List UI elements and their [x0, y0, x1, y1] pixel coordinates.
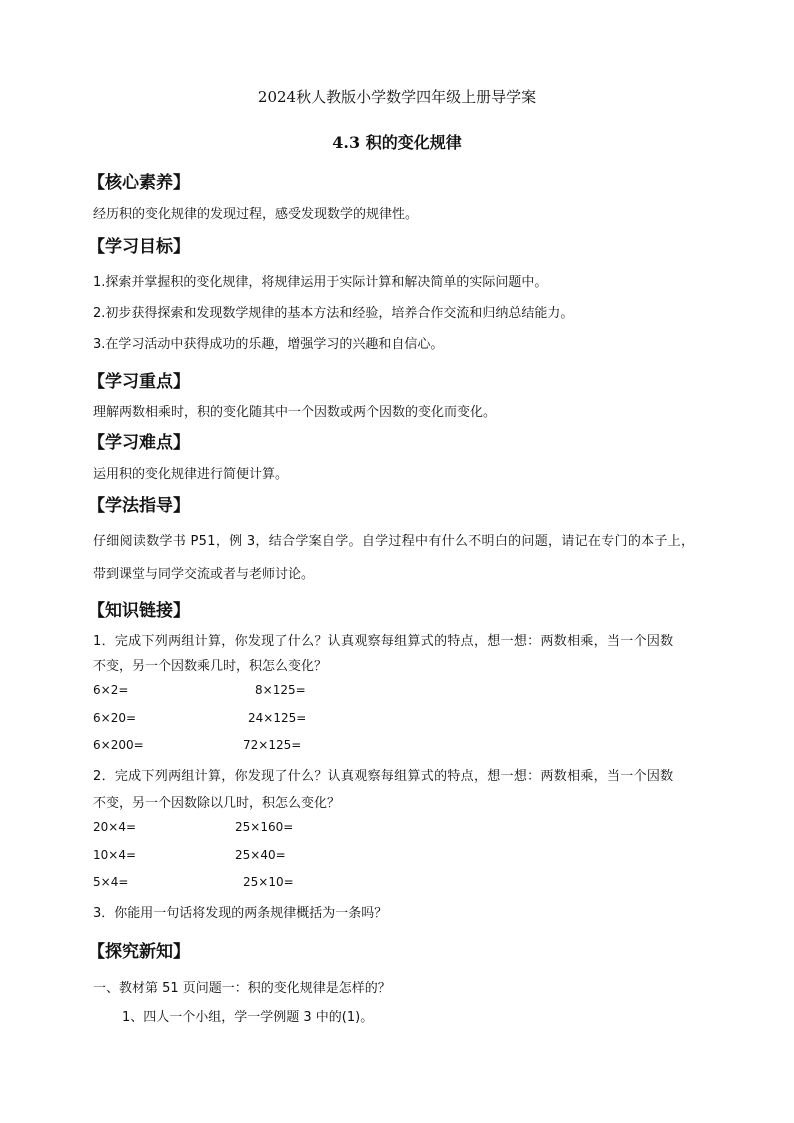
section-heading-core: 【核心素养】 — [88, 173, 190, 193]
section-heading-explore: 【探究新知】 — [88, 942, 190, 962]
method-text-line2: 带到课堂与同学交流或者与老师讨论。 — [93, 567, 315, 582]
section-heading-difficulty: 【学习难点】 — [88, 433, 190, 453]
goal-item-2: 2.初步获得探索和发现数学规律的基本方法和经验，培养合作交流和归纳总结能力。 — [93, 306, 574, 321]
core-text: 经历积的变化规律的发现过程，感受发现数学的规律性。 — [93, 207, 419, 222]
calc-q2-left-1: 20×4= — [93, 820, 137, 834]
link-question-1-line1: 1．完成下列两组计算，你发现了什么？认真观察每组算式的特点，想一想：两数相乘，当一个因数 — [93, 634, 674, 649]
key-text: 理解两数相乘时，积的变化随其中一个因数或两个因数的变化而变化。 — [93, 405, 497, 420]
section-heading-key: 【学习重点】 — [88, 372, 190, 392]
calc-q1-right-1: 8×125= — [255, 683, 306, 697]
calc-q1-right-2: 24×125= — [248, 711, 307, 725]
method-text-line1: 仔细阅读数学书 P51，例 3，结合学案自学。自学过程中有什么不明白的问题，请记在专门的本子上， — [93, 534, 695, 549]
explore-item-1: 一、教材第 51 页问题一：积的变化规律是怎样的？ — [93, 981, 391, 996]
difficulty-text: 运用积的变化规律进行简便计算。 — [93, 467, 289, 482]
document-title: 2024秋人教版小学数学四年级上册导学案 — [257, 88, 537, 106]
section-heading-link: 【知识链接】 — [88, 601, 190, 621]
link-question-3: 3．你能用一句话将发现的两条规律概括为一条吗？ — [93, 906, 388, 921]
calc-q2-right-3: 25×10= — [243, 875, 294, 889]
link-question-2-line1: 2．完成下列两组计算，你发现了什么？认真观察每组算式的特点，想一想：两数相乘，当一个因数 — [93, 769, 674, 784]
calc-q1-left-1: 6×2= — [93, 683, 129, 697]
section-heading-goals: 【学习目标】 — [88, 237, 190, 257]
calc-q2-right-2: 25×40= — [235, 848, 286, 862]
section-heading-method: 【学法指导】 — [88, 496, 190, 516]
calc-q1-left-3: 6×200= — [93, 738, 144, 752]
calc-q1-left-2: 6×20= — [93, 711, 137, 725]
explore-item-1-sub: 1、四人一个小组，学一学例题 3 中的(1)。 — [122, 1010, 374, 1025]
calc-q2-right-1: 25×160= — [235, 820, 294, 834]
link-question-2-line2: 不变，另一个因数除以几时，积怎么变化？ — [93, 796, 341, 811]
link-question-1-line2: 不变，另一个因数乘几时，积怎么变化？ — [93, 659, 328, 674]
calc-q1-right-3: 72×125= — [243, 738, 302, 752]
calc-q2-left-2: 10×4= — [93, 848, 137, 862]
goal-item-1: 1.探索并掌握积的变化规律，将规律运用于实际计算和解决简单的实际问题中。 — [93, 275, 548, 290]
lesson-title: 4.3 积的变化规律 — [332, 133, 462, 152]
calc-q2-left-3: 5×4= — [93, 875, 129, 889]
goal-item-3: 3.在学习活动中获得成功的乐趣，增强学习的兴趣和自信心。 — [93, 337, 444, 352]
